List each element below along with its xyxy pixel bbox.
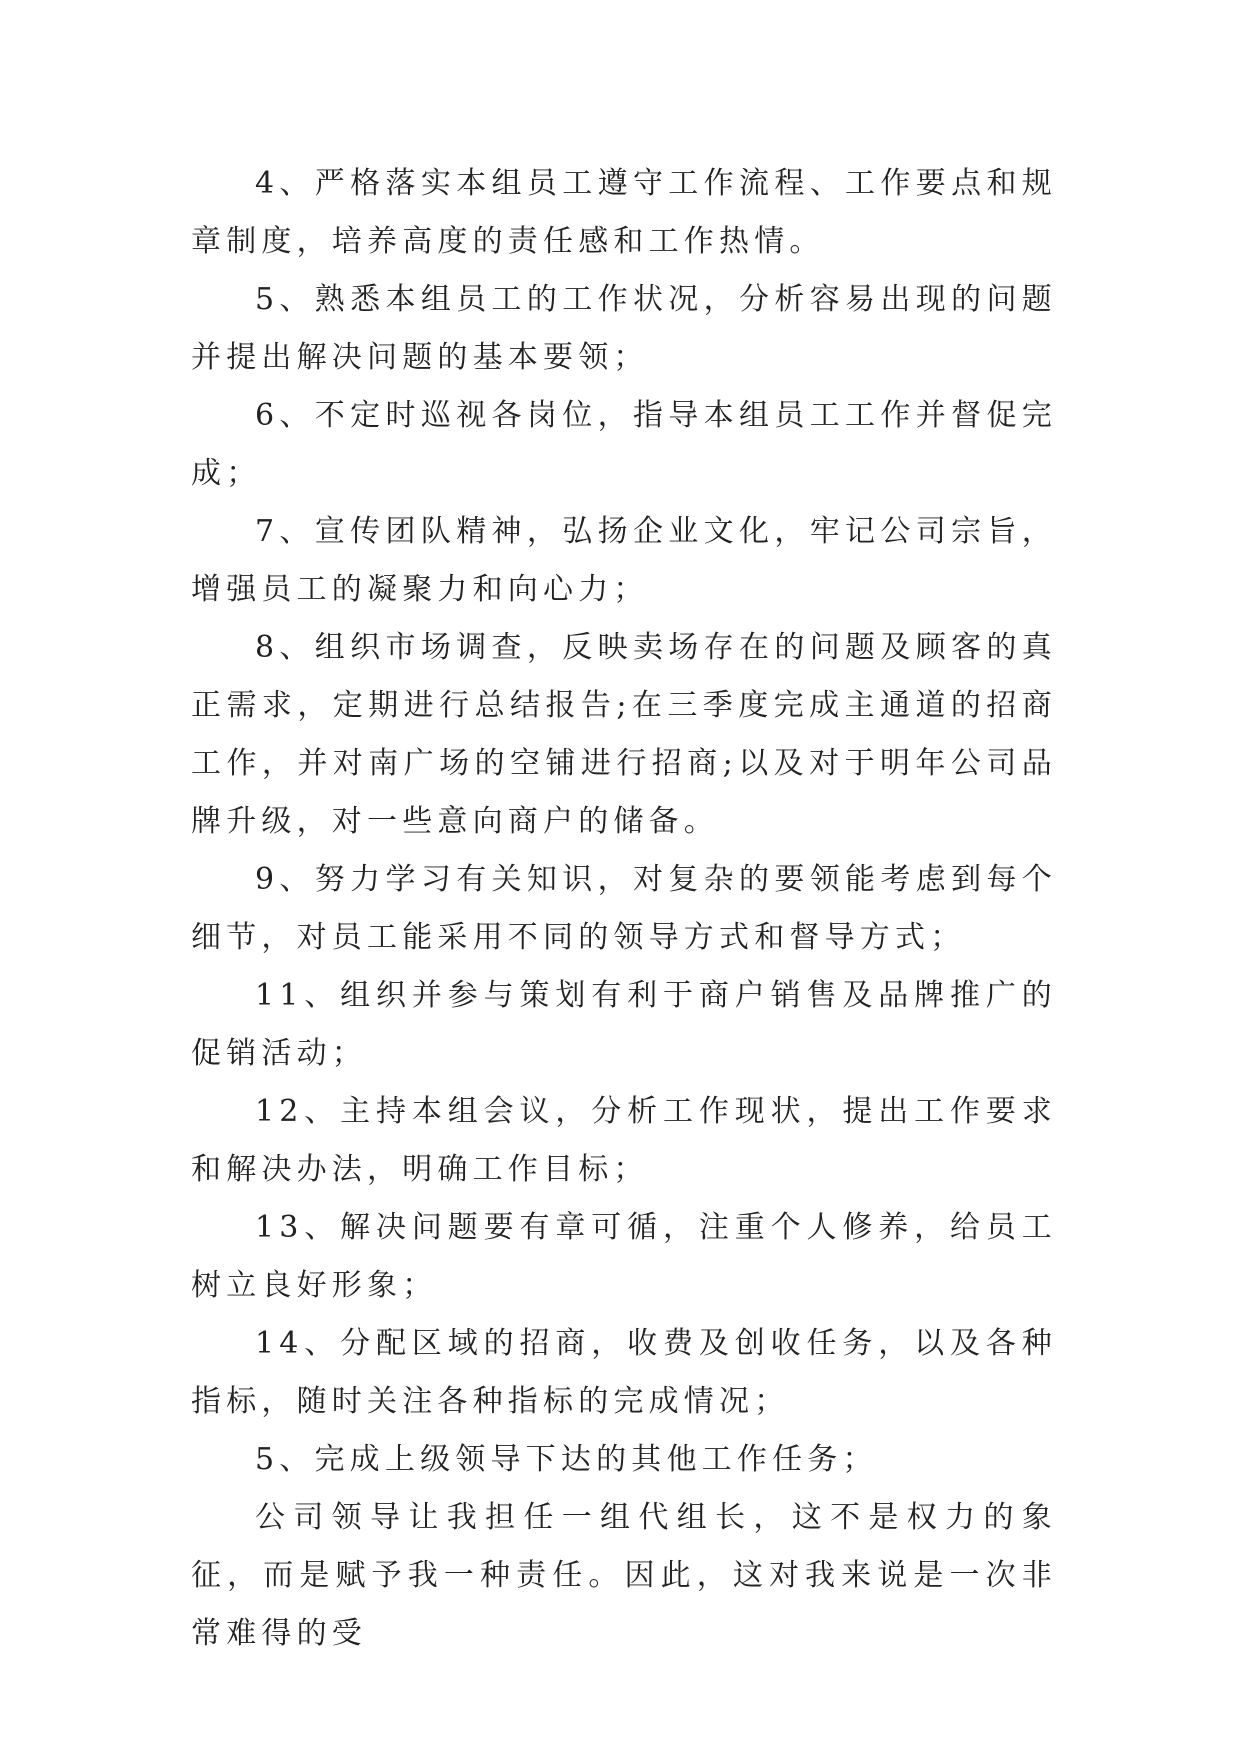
paragraph-item-9: 9、努力学习有关知识，对复杂的要领能考虑到每个细节，对员工能采用不同的领导方式和督导方式； (191, 862, 1057, 955)
paragraph-item-14: 14、分配区域的招商，收费及创收任务，以及各种指标，随时关注各种指标的完成情况； (191, 1326, 1057, 1419)
paragraph-item-5b: 5、完成上级领导下达的其他工作任务； (255, 1442, 878, 1477)
paragraph-item-6: 6、不定时巡视各岗位，指导本组员工工作并督促完成； (191, 398, 1057, 491)
document-body (191, 155, 1057, 1663)
paragraph-item-12: 12、主持本组会议，分析工作现状，提出工作要求和解决办法，明确工作目标； (191, 1094, 1057, 1187)
paragraph-item-4: 4、严格落实本组员工遵守工作流程、工作要点和规章制度，培养高度的责任感和工作热情。 (191, 166, 1057, 259)
paragraph-item-13: 13、解决问题要有章可循，注重个人修养，给员工树立良好形象； (191, 1210, 1057, 1303)
paragraph-closing: 公司领导让我担任一组代组长，这不是权力的象征，而是赋予我一种责任。因此，这对我来说是一次非常难得的受 (191, 1500, 1057, 1651)
paragraph-item-7: 7、宣传团队精神，弘扬企业文化，牢记公司宗旨，增强员工的凝聚力和向心力； (191, 514, 1057, 607)
paragraph-item-11: 11、组织并参与策划有利于商户销售及品牌推广的促销活动； (191, 978, 1057, 1071)
paragraph-item-8: 8、组织市场调查，反映卖场存在的问题及顾客的真正需求，定期进行总结报告;在三季度完成主通道的招商工作，并对南广场的空铺进行招商;以及对于明年公司品牌升级，对一些意向商户的储备。 (191, 630, 1057, 839)
paragraph-item-5: 5、熟悉本组员工的工作状况，分析容易出现的问题并提出解决问题的基本要领； (191, 282, 1057, 375)
